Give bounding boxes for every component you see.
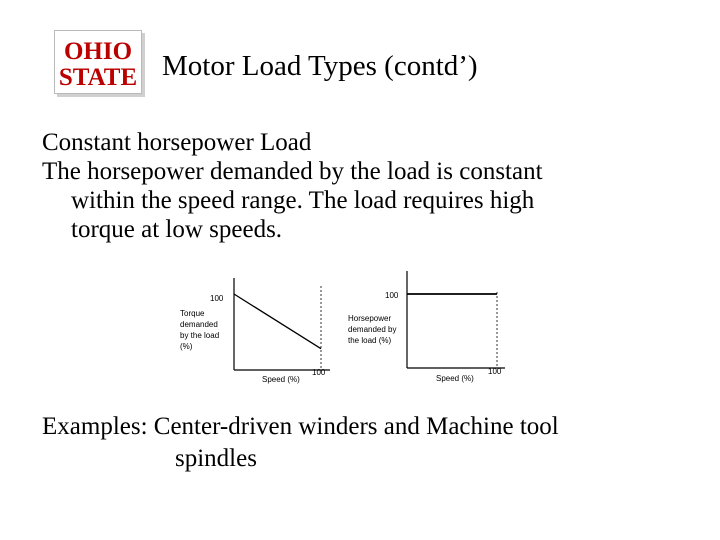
slide-body [42,128,702,244]
paragraph-line-3: torque at low speeds. [71,216,283,243]
paragraph-line-1: The horsepower demanded by the load is constant [42,158,543,185]
horsepower-y-tick: 100 [385,291,399,300]
horsepower-chart [348,271,505,383]
torque-x-tick: 100 [312,368,326,377]
horsepower-y-label-3: the load (%) [348,336,392,345]
horsepower-y-label-2: demanded by [348,325,397,334]
torque-x-label: Speed (%) [262,375,300,384]
torque-y-label-3: by the load [180,331,220,340]
torque-y-label-2: demanded [180,320,218,329]
horsepower-x-label: Speed (%) [436,374,474,383]
torque-y-tick: 100 [210,294,224,303]
horsepower-x-tick: 100 [488,367,502,376]
paragraph-line-2: within the speed range. The load requires high [71,187,535,214]
torque-chart [180,278,330,384]
torque-y-label-1: Torque [180,309,205,318]
examples-text [42,411,702,475]
logo-line-2: STATE [58,64,138,91]
horsepower-y-label-1: Horsepower [348,314,392,323]
ohio-state-logo [54,30,142,94]
examples-line-1: Examples: Center-driven winders and Machine tool [42,413,559,440]
slide-title: Motor Load Types (contd’) [162,50,478,82]
heading-text: Constant horsepower Load [42,129,312,156]
examples-line-2: spindles [175,445,257,472]
load-curves-figure [170,268,510,398]
torque-series-line [234,294,321,349]
torque-y-label-4: (%) [180,342,193,351]
logo-line-1: OHIO [63,38,133,65]
